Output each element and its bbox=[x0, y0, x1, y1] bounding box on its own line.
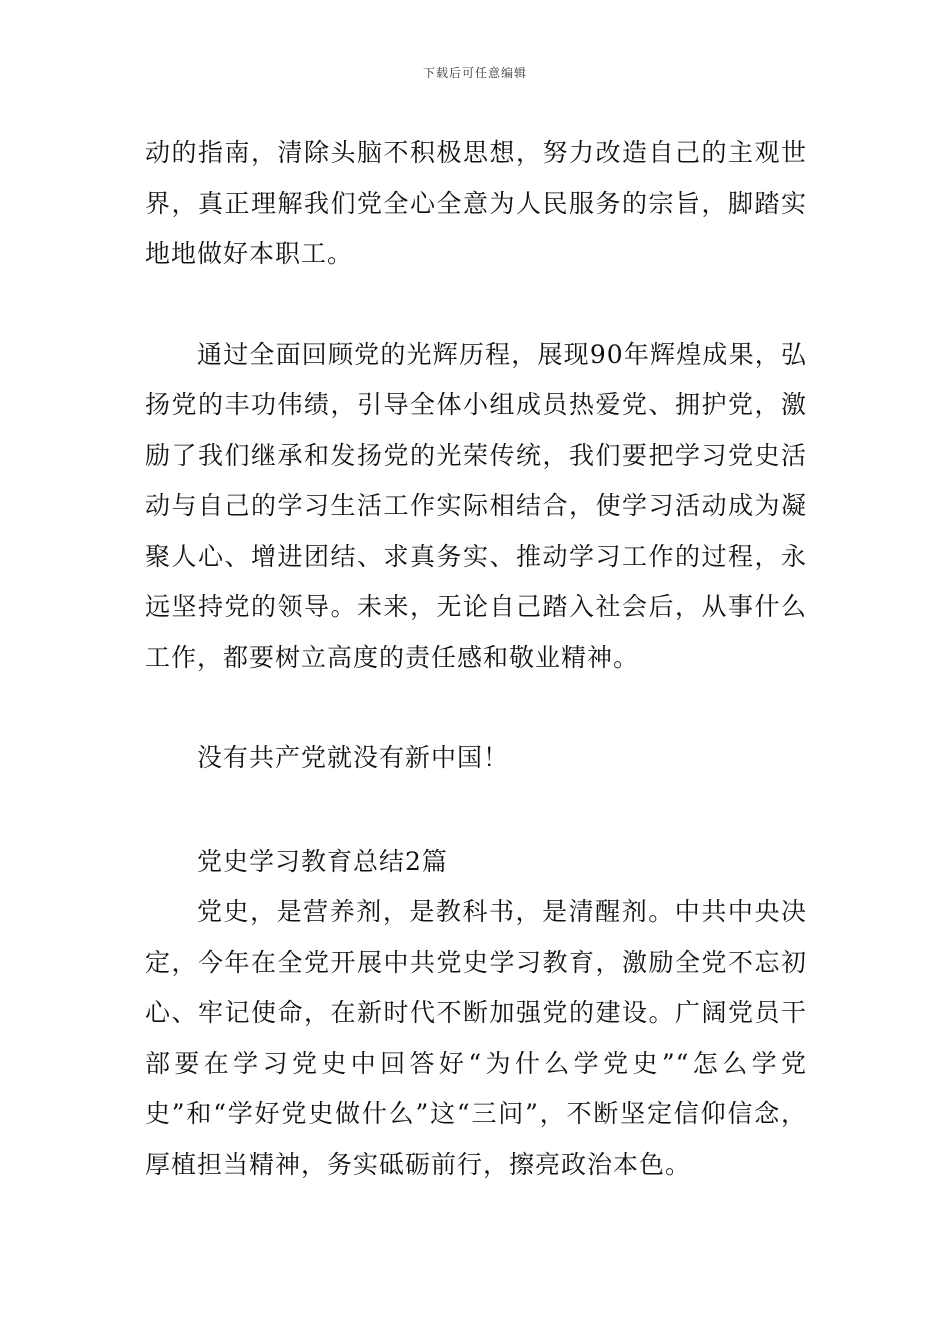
paragraph-review: 通过全面回顾党的光辉历程，展现90年辉煌成果，弘扬党的丰功伟绩，引导全体小组成员热爱党、拥护党，激励了我们继承和发扬党的光荣传统，我们要把学习党史活动与自己的学习生活工作实际相结合，使学习活动成为凝聚人心、增进团结、求真务实、推动学习工作的过程，永远坚持党的领导。未来，无论自己踏入社会后，从事什么工作，都要树立高度的责任感和敬业精神。 bbox=[145, 339, 807, 672]
paragraph-slogan: 没有共产党就没有新中国！ bbox=[197, 743, 510, 772]
document-body bbox=[145, 128, 807, 1190]
section-title: 党史学习教育总结2篇 bbox=[197, 846, 448, 876]
paragraph-continuation: 动的指南，清除头脑不积极思想，努力改造自己的主观世界，真正理解我们党全心全意为人民服务的宗旨，脚踏实地地做好本职工。 bbox=[145, 138, 807, 268]
page-header: 下载后可任意编辑 bbox=[422, 66, 527, 80]
paragraph-party-history: 党史，是营养剂，是教科书，是清醒剂。中共中央决定，今年在全党开展中共党史学习教育，激励全党不忘初心、牢记使命，在新时代不断加强党的建设。广阔党员干部要在学习党史中回答好“为什么学党史”“怎么学党史”和“学好党史做什么”这“三问”，不断坚定信仰信念，厚植担当精神，务实砥砺前行，擦亮政治本色。 bbox=[145, 897, 807, 1179]
